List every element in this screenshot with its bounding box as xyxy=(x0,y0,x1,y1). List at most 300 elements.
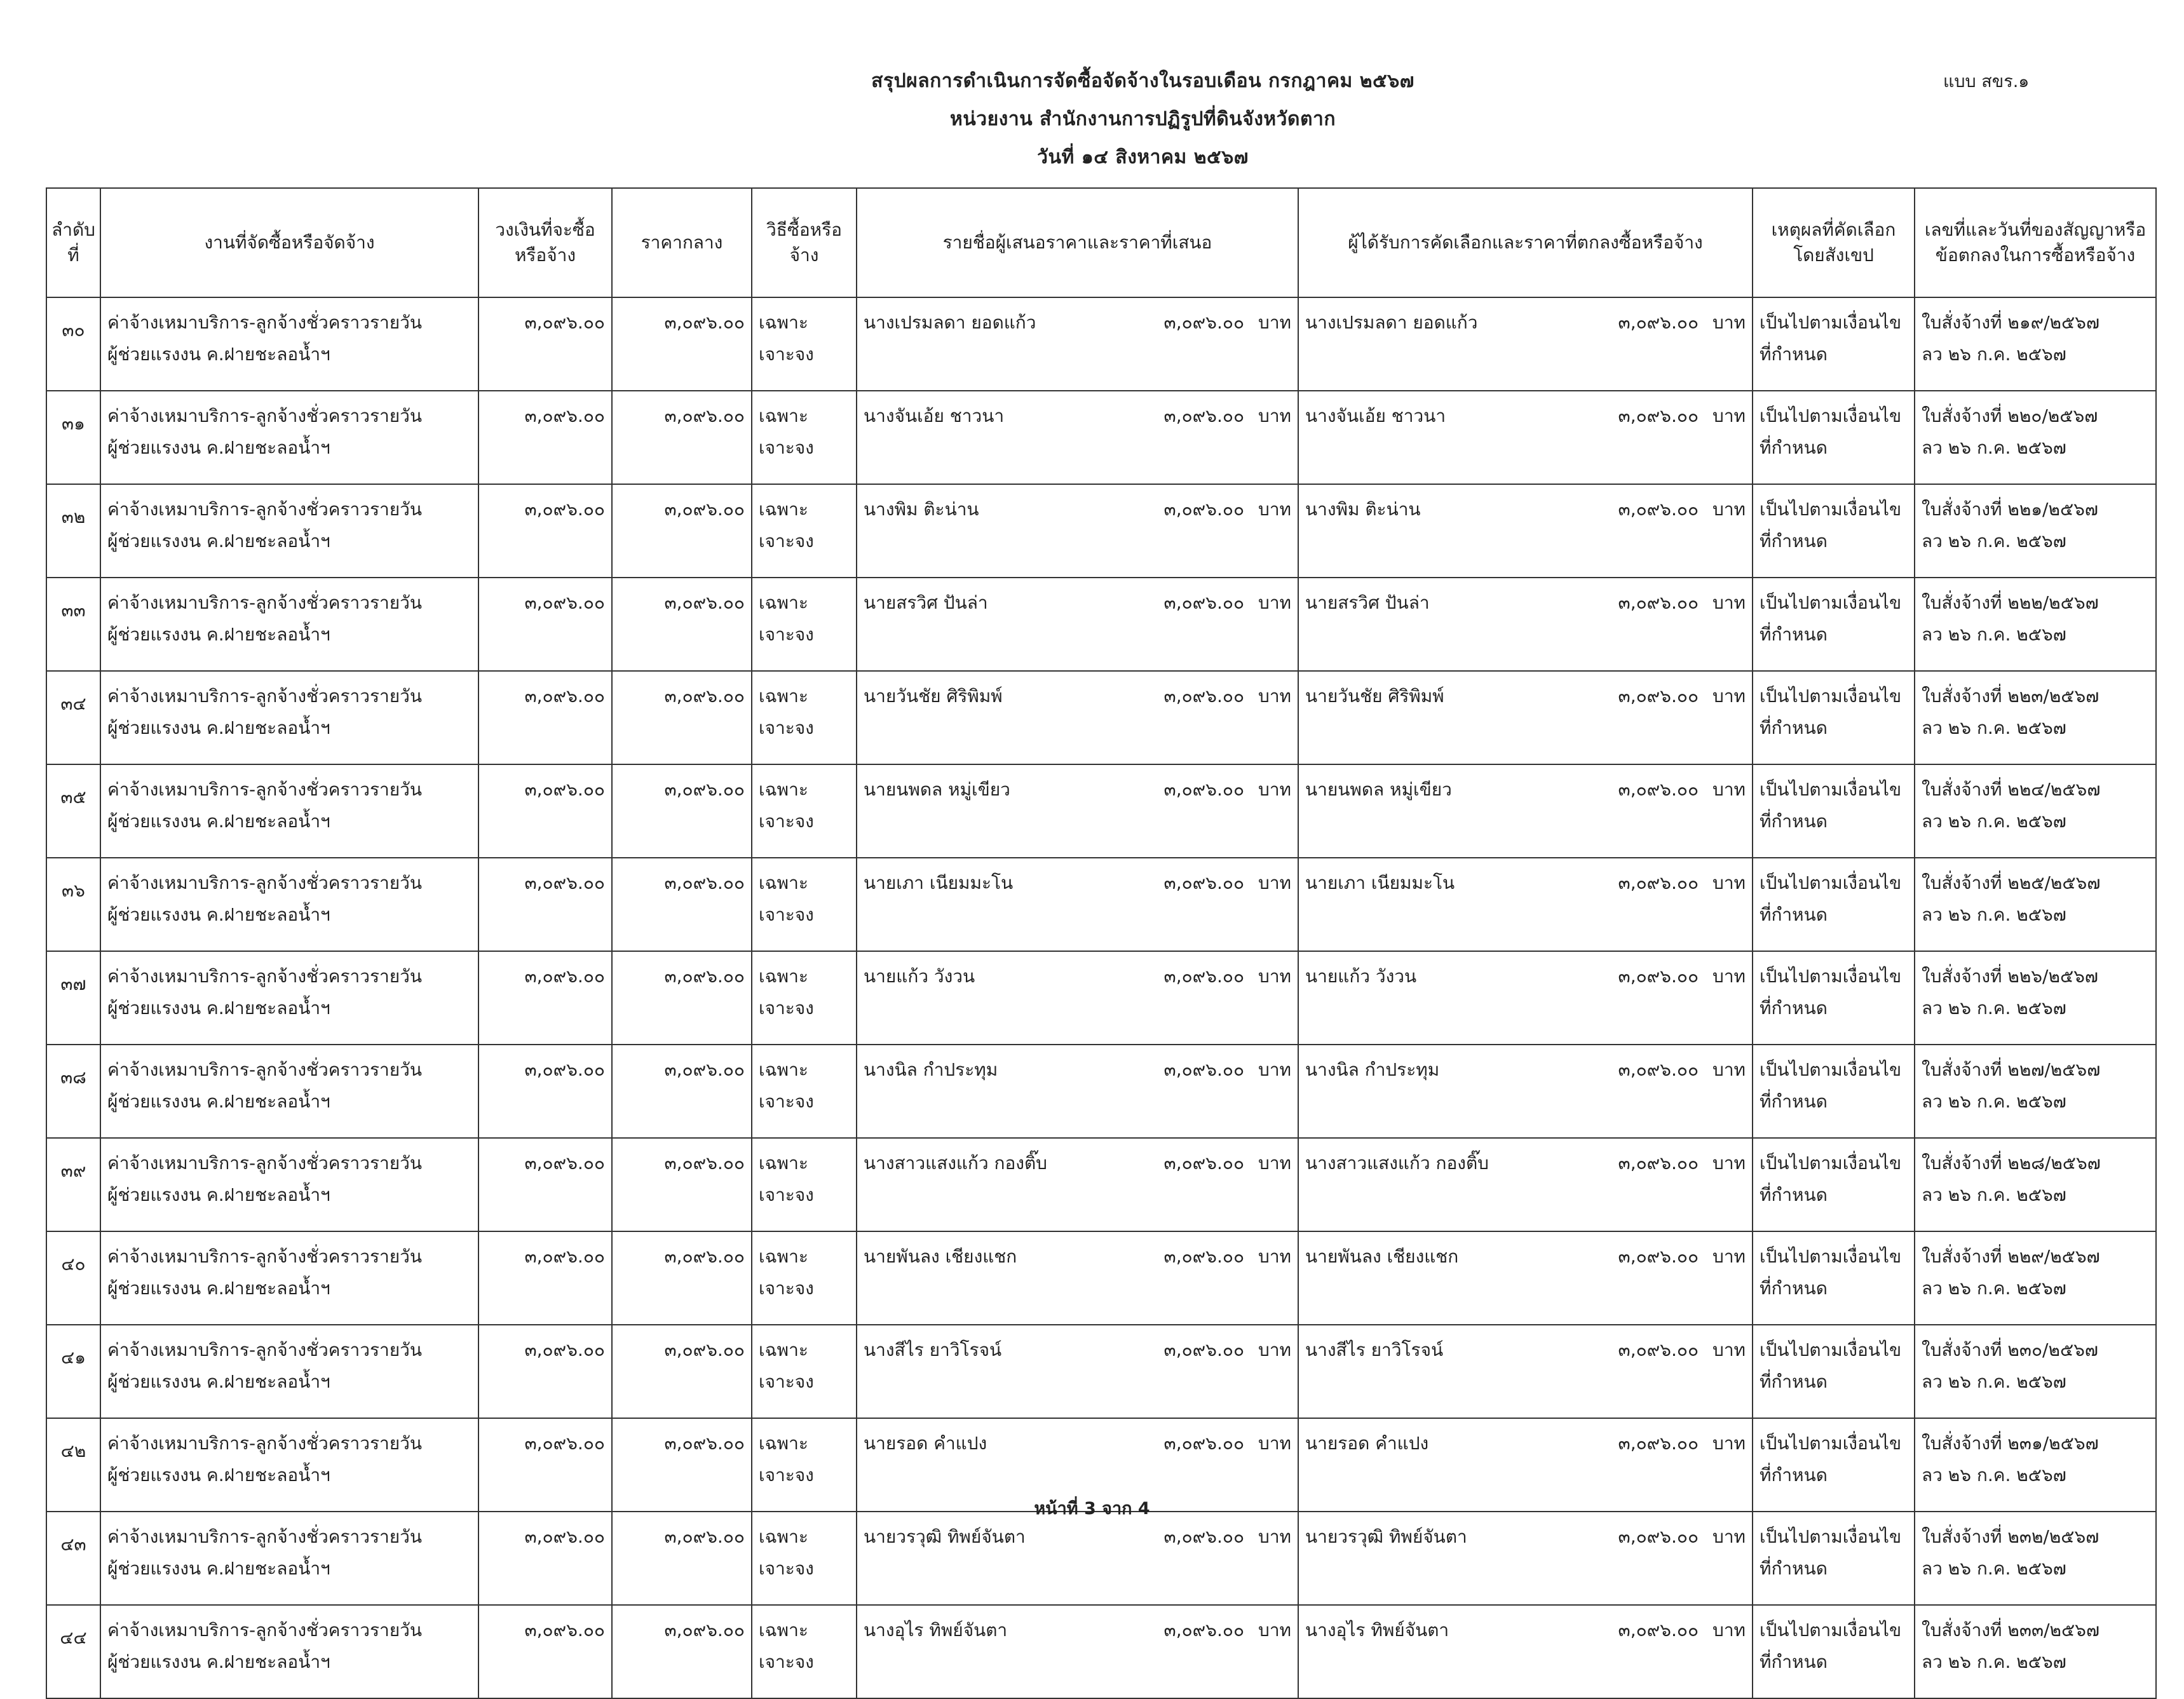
contract-line: ลว ๒๖ ก.ค. ๒๕๖๗ xyxy=(1922,1651,2066,1672)
contract-line: ใบสั่งจ้างที่ ๒๒๐/๒๕๖๗ xyxy=(1922,405,2098,426)
item-line: ค่าจ้างเหมาบริการ-ลูกจ้างชั่วคราวรายวัน xyxy=(107,779,422,800)
win-price: ๓,๐๙๖.๐๐ xyxy=(1618,872,1699,893)
currency-unit: บาท xyxy=(1713,1059,1746,1080)
median-price-cell: ๓,๐๙๖.๐๐ xyxy=(612,764,752,858)
item-cell xyxy=(100,1605,478,1698)
reason-cell xyxy=(1753,1325,1915,1418)
header-winner: ผู้ได้รับการคัดเลือกและราคาที่ตกลงซื้อหรือจ้าง xyxy=(1298,188,1753,297)
median-price-cell: ๓,๐๙๖.๐๐ xyxy=(612,671,752,764)
item-line: ผู้ช่วยแรงงน ค.ฝายชะลอน้ำฯ xyxy=(107,1558,330,1579)
bidder-cell xyxy=(857,1231,1298,1325)
currency-unit: บาท xyxy=(1713,1620,1746,1641)
bidder-cell xyxy=(857,1512,1298,1605)
win-price: ๓,๐๙๖.๐๐ xyxy=(1618,1153,1699,1174)
bidder-cell xyxy=(857,484,1298,578)
win-price: ๓,๐๙๖.๐๐ xyxy=(1618,966,1699,987)
item-cell xyxy=(100,858,478,951)
contract-line: ลว ๒๖ ก.ค. ๒๕๖๗ xyxy=(1922,717,2066,738)
reason-line: ที่กำหนด xyxy=(1760,1558,1828,1579)
item-cell xyxy=(100,1512,478,1605)
header-no: ลำดับที่ xyxy=(46,188,100,297)
winner-name: นางสีไร ยาวิโรจน์ xyxy=(1305,1339,1444,1360)
winner-name: นางอุไร ทิพย์จันตา xyxy=(1305,1620,1449,1641)
bid-price: ๓,๐๙๖.๐๐ xyxy=(1163,499,1245,520)
win-price: ๓,๐๙๖.๐๐ xyxy=(1618,1059,1699,1080)
row-number: ๓๖ xyxy=(46,858,100,951)
currency-unit: บาท xyxy=(1713,779,1746,800)
bidder-cell xyxy=(857,578,1298,671)
bidder-cell xyxy=(857,671,1298,764)
bid-price: ๓,๐๙๖.๐๐ xyxy=(1163,1059,1245,1080)
median-price-cell: ๓,๐๙๖.๐๐ xyxy=(612,1045,752,1138)
win-price: ๓,๐๙๖.๐๐ xyxy=(1618,779,1699,800)
win-price: ๓,๐๙๖.๐๐ xyxy=(1618,1526,1699,1547)
reason-line: เป็นไปตามเงื่อนไข xyxy=(1760,1620,1902,1641)
budget-cell: ๓,๐๙๖.๐๐ xyxy=(478,578,612,671)
winner-name: นายเภา เนียมมะโน xyxy=(1305,872,1455,893)
budget-cell: ๓,๐๙๖.๐๐ xyxy=(478,858,612,951)
reason-cell xyxy=(1753,484,1915,578)
method-cell: เฉพาะเจาะจง xyxy=(752,671,857,764)
reason-line: ที่กำหนด xyxy=(1760,1371,1828,1392)
header-contract: เลขที่และวันที่ของสัญญาหรือข้อตกลงในการซื้อหรือจ้าง xyxy=(1915,188,2156,297)
currency-unit: บาท xyxy=(1713,499,1746,520)
row-number: ๔๐ xyxy=(46,1231,100,1325)
page-number: หน้าที่ 3 จาก 4 xyxy=(1034,1499,1150,1519)
contract-line: ใบสั่งจ้างที่ ๒๒๓/๒๕๖๗ xyxy=(1922,686,2099,707)
item-line: ค่าจ้างเหมาบริการ-ลูกจ้างชั่วคราวรายวัน xyxy=(107,1339,422,1360)
method-cell: เฉพาะเจาะจง xyxy=(752,951,857,1045)
contract-line: ลว ๒๖ ก.ค. ๒๕๖๗ xyxy=(1922,344,2066,365)
contract-line: ลว ๒๖ ก.ค. ๒๕๖๗ xyxy=(1922,1371,2066,1392)
contract-line: ลว ๒๖ ก.ค. ๒๕๖๗ xyxy=(1922,531,2066,552)
reason-line: ที่กำหนด xyxy=(1760,1278,1828,1299)
budget-cell: ๓,๐๙๖.๐๐ xyxy=(478,671,612,764)
winner-cell xyxy=(1298,297,1753,391)
item-cell xyxy=(100,1231,478,1325)
date-line: วันที่ ๑๔ สิงหาคม ๒๕๖๗ xyxy=(1037,146,1249,168)
reason-cell xyxy=(1753,858,1915,951)
median-price-cell: ๓,๐๙๖.๐๐ xyxy=(612,1231,752,1325)
winner-name: นายสรวิศ ปันล่า xyxy=(1305,592,1430,613)
currency-unit: บาท xyxy=(1258,312,1291,333)
winner-cell xyxy=(1298,1512,1753,1605)
median-price-cell: ๓,๐๙๖.๐๐ xyxy=(612,391,752,484)
currency-unit: บาท xyxy=(1713,686,1746,707)
winner-cell xyxy=(1298,858,1753,951)
bidder-name: นายเภา เนียมมะโน xyxy=(864,872,1014,893)
contract-line: ลว ๒๖ ก.ค. ๒๕๖๗ xyxy=(1922,437,2066,458)
item-cell xyxy=(100,764,478,858)
bidder-name: นายวันชัย ศิริพิมพ์ xyxy=(864,686,1003,707)
budget-cell: ๓,๐๙๖.๐๐ xyxy=(478,951,612,1045)
reason-line: ที่กำหนด xyxy=(1760,1651,1828,1672)
table-row xyxy=(46,578,2156,671)
winner-cell xyxy=(1298,1231,1753,1325)
item-cell xyxy=(100,297,478,391)
currency-unit: บาท xyxy=(1258,872,1291,893)
item-line: ค่าจ้างเหมาบริการ-ลูกจ้างชั่วคราวรายวัน xyxy=(107,686,422,707)
header-reason: เหตุผลที่คัดเลือกโดยสังเขป xyxy=(1753,188,1915,297)
winner-name: นางนิล กำประทุม xyxy=(1305,1059,1440,1080)
contract-line: ลว ๒๖ ก.ค. ๒๕๖๗ xyxy=(1922,1465,2066,1486)
agency-line: หน่วยงาน สำนักงานการปฏิรูปที่ดินจังหวัดตาก xyxy=(949,108,1336,130)
reason-cell xyxy=(1753,764,1915,858)
item-line: ค่าจ้างเหมาบริการ-ลูกจ้างชั่วคราวรายวัน xyxy=(107,1059,422,1080)
winner-name: นางสาวแสงแก้ว กองติ๊บ xyxy=(1305,1153,1489,1174)
currency-unit: บาท xyxy=(1258,779,1291,800)
contract-line: ลว ๒๖ ก.ค. ๒๕๖๗ xyxy=(1922,1091,2066,1112)
reason-line: เป็นไปตามเงื่อนไข xyxy=(1760,499,1902,520)
bidder-name: นางอุไร ทิพย์จันตา xyxy=(864,1620,1008,1641)
item-line: ผู้ช่วยแรงงน ค.ฝายชะลอน้ำฯ xyxy=(107,1465,330,1486)
form-code: แบบ สขร.๑ xyxy=(1943,72,2030,91)
currency-unit: บาท xyxy=(1713,1153,1746,1174)
winner-cell xyxy=(1298,951,1753,1045)
win-price: ๓,๐๙๖.๐๐ xyxy=(1618,686,1699,707)
method-cell: เฉพาะเจาะจง xyxy=(752,1231,857,1325)
budget-cell: ๓,๐๙๖.๐๐ xyxy=(478,1512,612,1605)
reason-line: เป็นไปตามเงื่อนไข xyxy=(1760,405,1902,426)
item-cell xyxy=(100,484,478,578)
reason-cell xyxy=(1753,578,1915,671)
winner-cell xyxy=(1298,578,1753,671)
winner-name: นายรอด คำแปง xyxy=(1305,1433,1429,1454)
reason-line: ที่กำหนด xyxy=(1760,811,1828,832)
method-cell: เฉพาะเจาะจง xyxy=(752,764,857,858)
median-price-cell: ๓,๐๙๖.๐๐ xyxy=(612,484,752,578)
win-price: ๓,๐๙๖.๐๐ xyxy=(1618,592,1699,613)
currency-unit: บาท xyxy=(1258,592,1291,613)
table-row xyxy=(46,1605,2156,1698)
contract-line: ใบสั่งจ้างที่ ๒๒๗/๒๕๖๗ xyxy=(1922,1059,2101,1080)
table-row xyxy=(46,1138,2156,1231)
item-line: ผู้ช่วยแรงงน ค.ฝายชะลอน้ำฯ xyxy=(107,1184,330,1205)
table-row xyxy=(46,1325,2156,1418)
item-line: ค่าจ้างเหมาบริการ-ลูกจ้างชั่วคราวรายวัน xyxy=(107,499,422,520)
reason-line: เป็นไปตามเงื่อนไข xyxy=(1760,966,1902,987)
method-cell: เฉพาะเจาะจง xyxy=(752,484,857,578)
median-price-cell: ๓,๐๙๖.๐๐ xyxy=(612,1418,752,1512)
reason-line: เป็นไปตามเงื่อนไข xyxy=(1760,1433,1902,1454)
contract-line: ใบสั่งจ้างที่ ๒๒๖/๒๕๖๗ xyxy=(1922,966,2098,987)
method-cell: เฉพาะเจาะจง xyxy=(752,1325,857,1418)
median-price-cell: ๓,๐๙๖.๐๐ xyxy=(612,1138,752,1231)
budget-cell: ๓,๐๙๖.๐๐ xyxy=(478,1418,612,1512)
header-budget: วงเงินที่จะซื้อหรือจ้าง xyxy=(478,188,612,297)
reason-line: ที่กำหนด xyxy=(1760,998,1828,1019)
header-bidders: รายชื่อผู้เสนอราคาและราคาที่เสนอ xyxy=(857,188,1298,297)
reason-cell xyxy=(1753,1231,1915,1325)
bid-price: ๓,๐๙๖.๐๐ xyxy=(1163,1339,1245,1360)
reason-line: เป็นไปตามเงื่อนไข xyxy=(1760,1339,1902,1360)
reason-cell xyxy=(1753,1045,1915,1138)
currency-unit: บาท xyxy=(1713,966,1746,987)
bid-price: ๓,๐๙๖.๐๐ xyxy=(1163,312,1245,333)
method-cell: เฉพาะเจาะจง xyxy=(752,297,857,391)
budget-cell: ๓,๐๙๖.๐๐ xyxy=(478,1605,612,1698)
method-cell: เฉพาะเจาะจง xyxy=(752,1605,857,1698)
budget-cell: ๓,๐๙๖.๐๐ xyxy=(478,764,612,858)
winner-cell xyxy=(1298,671,1753,764)
contract-line: ลว ๒๖ ก.ค. ๒๕๖๗ xyxy=(1922,998,2066,1019)
currency-unit: บาท xyxy=(1713,1246,1746,1267)
bid-price: ๓,๐๙๖.๐๐ xyxy=(1163,1246,1245,1267)
currency-unit: บาท xyxy=(1258,499,1291,520)
win-price: ๓,๐๙๖.๐๐ xyxy=(1618,1339,1699,1360)
bidder-cell xyxy=(857,1605,1298,1698)
winner-cell xyxy=(1298,1605,1753,1698)
winner-cell xyxy=(1298,1045,1753,1138)
currency-unit: บาท xyxy=(1713,1433,1746,1454)
bidder-cell xyxy=(857,764,1298,858)
reason-line: ที่กำหนด xyxy=(1760,344,1828,365)
bidder-cell xyxy=(857,1138,1298,1231)
table-header-row xyxy=(46,188,2156,297)
reason-line: เป็นไปตามเงื่อนไข xyxy=(1760,779,1902,800)
bid-price: ๓,๐๙๖.๐๐ xyxy=(1163,779,1245,800)
bid-price: ๓,๐๙๖.๐๐ xyxy=(1163,966,1245,987)
reason-cell xyxy=(1753,1138,1915,1231)
table-row xyxy=(46,764,2156,858)
table-row xyxy=(46,1045,2156,1138)
contract-line: ใบสั่งจ้างที่ ๒๒๒/๒๕๖๗ xyxy=(1922,592,2099,613)
table-row xyxy=(46,1231,2156,1325)
contract-line: ใบสั่งจ้างที่ ๒๓๑/๒๕๖๗ xyxy=(1922,1433,2099,1454)
budget-cell: ๓,๐๙๖.๐๐ xyxy=(478,391,612,484)
budget-cell: ๓,๐๙๖.๐๐ xyxy=(478,484,612,578)
item-line: ค่าจ้างเหมาบริการ-ลูกจ้างชั่วคราวรายวัน xyxy=(107,1153,422,1174)
contract-line: ลว ๒๖ ก.ค. ๒๕๖๗ xyxy=(1922,904,2066,925)
contract-cell xyxy=(1915,671,2156,764)
row-number: ๔๑ xyxy=(46,1325,100,1418)
table-row xyxy=(46,484,2156,578)
reason-cell xyxy=(1753,1512,1915,1605)
item-line: ผู้ช่วยแรงงน ค.ฝายชะลอน้ำฯ xyxy=(107,998,330,1019)
bidder-name: นายวรวุฒิ ทิพย์จันตา xyxy=(864,1526,1026,1547)
win-price: ๓,๐๙๖.๐๐ xyxy=(1618,405,1699,426)
item-line: ผู้ช่วยแรงงน ค.ฝายชะลอน้ำฯ xyxy=(107,717,330,738)
contract-line: ใบสั่งจ้างที่ ๒๒๘/๒๕๖๗ xyxy=(1922,1153,2101,1174)
contract-cell xyxy=(1915,764,2156,858)
reason-line: เป็นไปตามเงื่อนไข xyxy=(1760,1059,1902,1080)
item-line: ค่าจ้างเหมาบริการ-ลูกจ้างชั่วคราวรายวัน xyxy=(107,1433,422,1454)
bid-price: ๓,๐๙๖.๐๐ xyxy=(1163,405,1245,426)
bidder-name: นายพันลง เชียงแชก xyxy=(864,1246,1017,1267)
currency-unit: บาท xyxy=(1713,405,1746,426)
currency-unit: บาท xyxy=(1258,1620,1291,1641)
contract-cell xyxy=(1915,1325,2156,1418)
contract-cell xyxy=(1915,578,2156,671)
contract-cell xyxy=(1915,297,2156,391)
bidder-cell xyxy=(857,858,1298,951)
procurement-table xyxy=(46,187,2157,1699)
budget-cell: ๓,๐๙๖.๐๐ xyxy=(478,1138,612,1231)
bidder-name: นายรอด คำแปง xyxy=(864,1433,987,1454)
contract-cell xyxy=(1915,858,2156,951)
item-line: ค่าจ้างเหมาบริการ-ลูกจ้างชั่วคราวรายวัน xyxy=(107,592,422,613)
contract-cell xyxy=(1915,484,2156,578)
reason-line: เป็นไปตามเงื่อนไข xyxy=(1760,686,1902,707)
bidder-name: นางจันเอ้ย ชาวนา xyxy=(864,405,1005,426)
row-number: ๓๒ xyxy=(46,484,100,578)
item-line: ค่าจ้างเหมาบริการ-ลูกจ้างชั่วคราวรายวัน xyxy=(107,966,422,987)
win-price: ๓,๐๙๖.๐๐ xyxy=(1618,1620,1699,1641)
item-line: ผู้ช่วยแรงงน ค.ฝายชะลอน้ำฯ xyxy=(107,1651,330,1672)
row-number: ๓๐ xyxy=(46,297,100,391)
item-line: ค่าจ้างเหมาบริการ-ลูกจ้างชั่วคราวรายวัน xyxy=(107,1526,422,1547)
contract-line: ใบสั่งจ้างที่ ๒๒๔/๒๕๖๗ xyxy=(1922,779,2101,800)
bidder-cell xyxy=(857,951,1298,1045)
bidder-cell xyxy=(857,391,1298,484)
bid-price: ๓,๐๙๖.๐๐ xyxy=(1163,872,1245,893)
bid-price: ๓,๐๙๖.๐๐ xyxy=(1163,1153,1245,1174)
contract-line: ลว ๒๖ ก.ค. ๒๕๖๗ xyxy=(1922,1278,2066,1299)
reason-line: เป็นไปตามเงื่อนไข xyxy=(1760,872,1902,893)
win-price: ๓,๐๙๖.๐๐ xyxy=(1618,499,1699,520)
reason-line: ที่กำหนด xyxy=(1760,1091,1828,1112)
reason-cell xyxy=(1753,671,1915,764)
bidder-name: นางสาวแสงแก้ว กองติ๊บ xyxy=(864,1153,1047,1174)
contract-cell xyxy=(1915,1138,2156,1231)
method-cell: เฉพาะเจาะจง xyxy=(752,1138,857,1231)
item-line: ค่าจ้างเหมาบริการ-ลูกจ้างชั่วคราวรายวัน xyxy=(107,405,422,426)
item-line: ค่าจ้างเหมาบริการ-ลูกจ้างชั่วคราวรายวัน xyxy=(107,1246,422,1267)
table-row xyxy=(46,297,2156,391)
currency-unit: บาท xyxy=(1713,312,1746,333)
table-row xyxy=(46,951,2156,1045)
bidder-name: นางเปรมลดา ยอดแก้ว xyxy=(864,312,1036,333)
item-line: ผู้ช่วยแรงงน ค.ฝายชะลอน้ำฯ xyxy=(107,1371,330,1392)
reason-line: เป็นไปตามเงื่อนไข xyxy=(1760,1526,1902,1547)
header-item: งานที่จัดซื้อหรือจัดจ้าง xyxy=(100,188,478,297)
header-method: วิธีซื้อหรือจ้าง xyxy=(752,188,857,297)
bid-price: ๓,๐๙๖.๐๐ xyxy=(1163,592,1245,613)
contract-line: ลว ๒๖ ก.ค. ๒๕๖๗ xyxy=(1922,1184,2066,1205)
contract-cell xyxy=(1915,1512,2156,1605)
winner-name: นายวรวุฒิ ทิพย์จันตา xyxy=(1305,1526,1467,1547)
bidder-name: นางสีไร ยาวิโรจน์ xyxy=(864,1339,1002,1360)
budget-cell: ๓,๐๙๖.๐๐ xyxy=(478,297,612,391)
table-row xyxy=(46,671,2156,764)
winner-cell xyxy=(1298,391,1753,484)
bid-price: ๓,๐๙๖.๐๐ xyxy=(1163,686,1245,707)
median-price-cell: ๓,๐๙๖.๐๐ xyxy=(612,578,752,671)
item-cell xyxy=(100,951,478,1045)
contract-cell xyxy=(1915,1605,2156,1698)
bid-price: ๓,๐๙๖.๐๐ xyxy=(1163,1433,1245,1454)
contract-line: ใบสั่งจ้างที่ ๒๓๐/๒๕๖๗ xyxy=(1922,1339,2098,1360)
contract-line: ลว ๒๖ ก.ค. ๒๕๖๗ xyxy=(1922,624,2066,645)
median-price-cell: ๓,๐๙๖.๐๐ xyxy=(612,858,752,951)
contract-line: ใบสั่งจ้างที่ ๒๓๓/๒๕๖๗ xyxy=(1922,1620,2100,1641)
contract-line: ใบสั่งจ้างที่ ๒๒๕/๒๕๖๗ xyxy=(1922,872,2101,893)
item-cell xyxy=(100,671,478,764)
reason-cell xyxy=(1753,1605,1915,1698)
currency-unit: บาท xyxy=(1258,1153,1291,1174)
bidder-name: นางนิล กำประทุม xyxy=(864,1059,998,1080)
win-price: ๓,๐๙๖.๐๐ xyxy=(1618,1246,1699,1267)
reason-line: ที่กำหนด xyxy=(1760,531,1828,552)
budget-cell: ๓,๐๙๖.๐๐ xyxy=(478,1231,612,1325)
row-number: ๓๓ xyxy=(46,578,100,671)
bidder-name: นายนพดล หมู่เขียว xyxy=(864,779,1010,800)
reason-line: เป็นไปตามเงื่อนไข xyxy=(1760,592,1902,613)
reason-cell xyxy=(1753,297,1915,391)
report-title: สรุปผลการดำเนินการจัดซื้อจัดจ้างในรอบเดือน กรกฎาคม ๒๕๖๗ xyxy=(871,70,1414,92)
currency-unit: บาท xyxy=(1258,1339,1291,1360)
budget-cell: ๓,๐๙๖.๐๐ xyxy=(478,1325,612,1418)
budget-cell: ๓,๐๙๖.๐๐ xyxy=(478,1045,612,1138)
contract-line: ลว ๒๖ ก.ค. ๒๕๖๗ xyxy=(1922,811,2066,832)
method-cell: เฉพาะเจาะจง xyxy=(752,1512,857,1605)
method-cell: เฉพาะเจาะจง xyxy=(752,391,857,484)
row-number: ๓๕ xyxy=(46,764,100,858)
item-line: ผู้ช่วยแรงงน ค.ฝายชะลอน้ำฯ xyxy=(107,624,330,645)
reason-line: ที่กำหนด xyxy=(1760,1184,1828,1205)
winner-cell xyxy=(1298,1325,1753,1418)
winner-name: นายวันชัย ศิริพิมพ์ xyxy=(1305,686,1444,707)
row-number: ๓๙ xyxy=(46,1138,100,1231)
currency-unit: บาท xyxy=(1258,1246,1291,1267)
currency-unit: บาท xyxy=(1713,872,1746,893)
item-cell xyxy=(100,1138,478,1231)
currency-unit: บาท xyxy=(1258,1059,1291,1080)
contract-cell xyxy=(1915,1045,2156,1138)
row-number: ๔๒ xyxy=(46,1418,100,1512)
row-number: ๔๔ xyxy=(46,1605,100,1698)
table-row xyxy=(46,858,2156,951)
reason-line: ที่กำหนด xyxy=(1760,1465,1828,1486)
contract-cell xyxy=(1915,391,2156,484)
currency-unit: บาท xyxy=(1258,686,1291,707)
win-price: ๓,๐๙๖.๐๐ xyxy=(1618,1433,1699,1454)
contract-line: ใบสั่งจ้างที่ ๒๒๙/๒๕๖๗ xyxy=(1922,1246,2100,1267)
item-line: ค่าจ้างเหมาบริการ-ลูกจ้างชั่วคราวรายวัน xyxy=(107,1620,422,1641)
header-median: ราคากลาง xyxy=(612,188,752,297)
item-line: ค่าจ้างเหมาบริการ-ลูกจ้างชั่วคราวรายวัน xyxy=(107,312,422,333)
median-price-cell: ๓,๐๙๖.๐๐ xyxy=(612,1512,752,1605)
contract-line: ลว ๒๖ ก.ค. ๒๕๖๗ xyxy=(1922,1558,2066,1579)
median-price-cell: ๓,๐๙๖.๐๐ xyxy=(612,297,752,391)
bidder-cell xyxy=(857,297,1298,391)
winner-name: นางพิม ติะน่าน xyxy=(1305,499,1421,520)
bidder-name: นางพิม ติะน่าน xyxy=(864,499,979,520)
item-line: ผู้ช่วยแรงงน ค.ฝายชะลอน้ำฯ xyxy=(107,811,330,832)
contract-cell xyxy=(1915,951,2156,1045)
table-row xyxy=(46,391,2156,484)
item-line: ผู้ช่วยแรงงน ค.ฝายชะลอน้ำฯ xyxy=(107,904,330,925)
table-row xyxy=(46,1512,2156,1605)
method-cell: เฉพาะเจาะจง xyxy=(752,1045,857,1138)
item-line: ผู้ช่วยแรงงน ค.ฝายชะลอน้ำฯ xyxy=(107,1091,330,1112)
row-number: ๔๓ xyxy=(46,1512,100,1605)
winner-name: นายนพดล หมู่เขียว xyxy=(1305,779,1452,800)
winner-name: นางจันเอ้ย ชาวนา xyxy=(1305,405,1446,426)
currency-unit: บาท xyxy=(1713,592,1746,613)
currency-unit: บาท xyxy=(1258,1433,1291,1454)
winner-name: นางเปรมลดา ยอดแก้ว xyxy=(1305,312,1478,333)
item-line: ผู้ช่วยแรงงน ค.ฝายชะลอน้ำฯ xyxy=(107,437,330,458)
reason-cell xyxy=(1753,951,1915,1045)
row-number: ๓๑ xyxy=(46,391,100,484)
median-price-cell: ๓,๐๙๖.๐๐ xyxy=(612,1605,752,1698)
contract-cell xyxy=(1915,1231,2156,1325)
item-cell xyxy=(100,391,478,484)
currency-unit: บาท xyxy=(1258,966,1291,987)
reason-line: เป็นไปตามเงื่อนไข xyxy=(1760,1246,1902,1267)
method-cell: เฉพาะเจาะจง xyxy=(752,858,857,951)
